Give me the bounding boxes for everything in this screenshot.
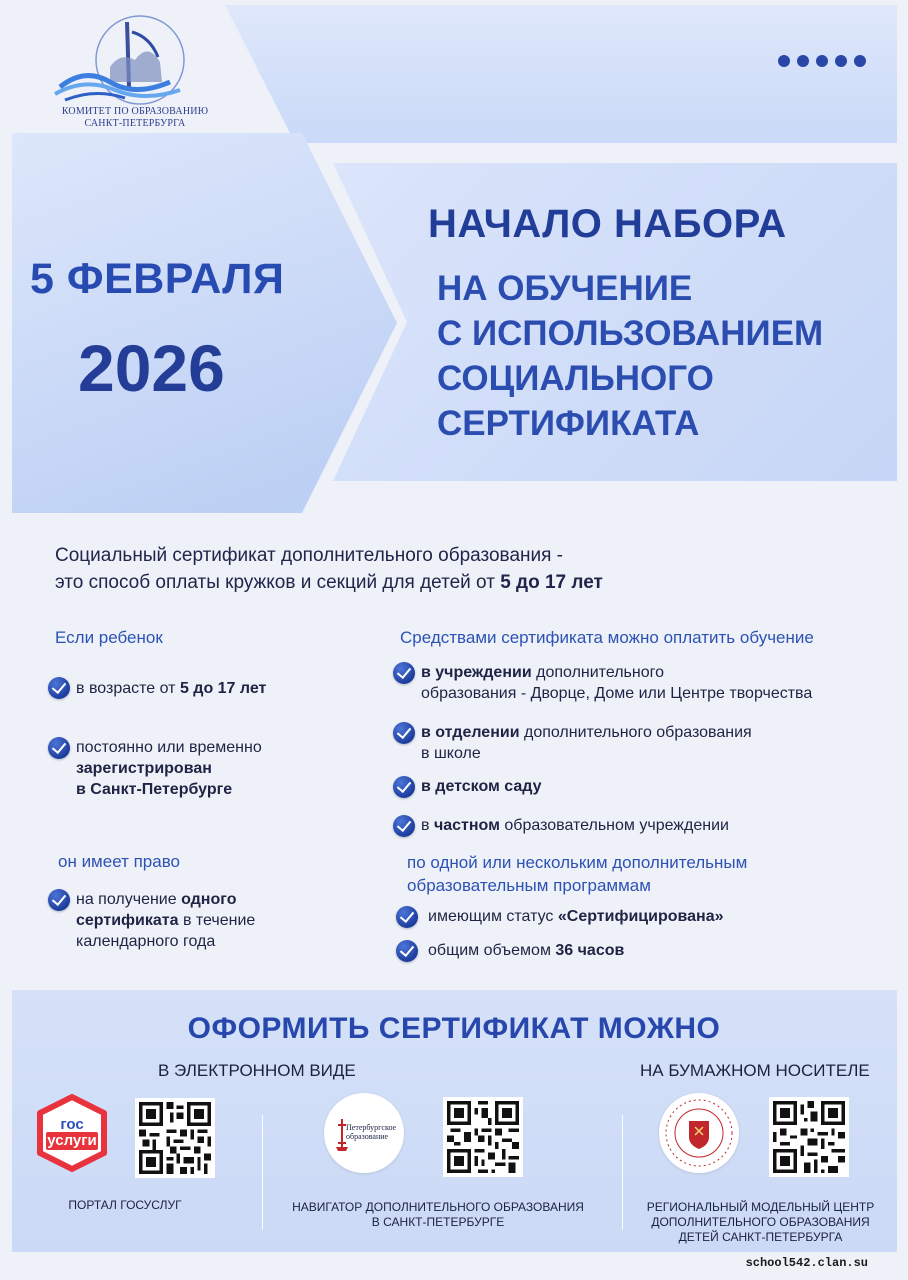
item-text: постоянно или временно: [76, 739, 262, 756]
item-text: дополнительного: [531, 664, 664, 681]
check-icon: [396, 940, 418, 962]
gosuslugi-text-bottom: услуги: [47, 1132, 97, 1149]
list-item: [393, 722, 752, 764]
divider: [622, 1115, 623, 1230]
item-text: общим объемом: [428, 942, 556, 959]
list-item: [393, 815, 729, 837]
dot-icon: [816, 55, 828, 67]
item-text: на получение: [76, 891, 182, 908]
qr-code-navigator[interactable]: [443, 1097, 523, 1177]
intro-line-2: [55, 569, 815, 596]
petersburg-education-text: [346, 1123, 396, 1141]
item-bold: в детском саду: [421, 778, 542, 795]
check-icon: [48, 889, 70, 911]
item-bold: сертификата: [76, 912, 179, 929]
list-item: [48, 889, 255, 952]
item-bold: «Сертифицирована»: [557, 908, 724, 925]
item-bold: частном: [433, 817, 500, 834]
header-band: [225, 5, 897, 143]
item-text: календарного года: [76, 933, 216, 950]
pet-logo-line: Петербургское: [346, 1123, 397, 1132]
list-item: [396, 906, 723, 928]
hero-subtitle-line: СОЦИАЛЬНОГО: [437, 359, 714, 398]
item-text: в возрасте от: [76, 680, 180, 697]
apply-title: ОФОРМИТЬ СЕРТИФИКАТ МОЖНО: [187, 1012, 721, 1045]
qr-code-gosuslugi[interactable]: [135, 1098, 215, 1178]
hero-subtitle-line: НА ОБУЧЕНИЕ: [437, 269, 693, 308]
check-icon: [393, 776, 415, 798]
right-heading-2: [407, 851, 747, 897]
pet-logo-line: образование: [346, 1132, 389, 1141]
item-text: в: [421, 817, 434, 834]
left-heading-2: он имеет право: [58, 852, 181, 871]
committee-logo-text: [60, 106, 210, 130]
paper-heading: НА БУМАЖНОМ НОСИТЕЛЕ: [640, 1061, 870, 1080]
logo-line-1: КОМИТЕТ ПО ОБРАЗОВАНИЮ: [61, 106, 209, 117]
qr-code-icon: [773, 1101, 845, 1173]
qr-code-regional-center[interactable]: [769, 1097, 849, 1177]
right-heading-2-line: образовательным программам: [407, 876, 651, 895]
org-label-line: ДОПОЛНИТЕЛЬНОГО ОБРАЗОВАНИЯ: [651, 1215, 870, 1229]
right-heading-1: Средствами сертификата можно оплатить обучение: [400, 628, 814, 647]
right-heading-2-line: по одной или нескольким дополнительным: [407, 853, 748, 872]
qr-code-icon: [139, 1102, 211, 1174]
item-text: образования - Дворце, Доме или Центре творчества: [421, 685, 813, 702]
gosuslugi-text-top: гос: [60, 1116, 84, 1133]
check-icon: [48, 737, 70, 759]
regional-center-emblem-icon: [659, 1093, 739, 1173]
intro-line-1: Социальный сертификат дополнительного образования -: [55, 545, 564, 566]
item-text: образовательном учреждении: [499, 817, 729, 834]
item-text: дополнительного образования: [519, 724, 752, 741]
item-bold: в Санкт-Петербурге: [76, 781, 233, 798]
org-label-line: НАВИГАТОР ДОПОЛНИТЕЛЬНОГО ОБРАЗОВАНИЯ: [292, 1200, 584, 1214]
gosuslugi-label: [40, 1198, 210, 1213]
hero-subtitle-line: СЕРТИФИКАТА: [437, 404, 700, 443]
org-label-line: ДЕТЕЙ САНКТ-ПЕТЕРБУРГА: [678, 1230, 843, 1244]
start-year: 2026: [78, 331, 225, 405]
item-text: имеющим статус: [428, 908, 558, 925]
hero-subtitle-line: С ИСПОЛЬЗОВАНИЕМ: [437, 314, 824, 353]
hero-title: НАЧАЛО НАБОРА: [428, 202, 787, 246]
item-text: в школе: [421, 745, 481, 762]
watermark: school542.clan.su: [745, 1256, 868, 1270]
divider: [262, 1115, 263, 1230]
date-panel: [12, 133, 397, 513]
list-item: [393, 776, 542, 798]
check-icon: [393, 662, 415, 684]
dot-icon: [797, 55, 809, 67]
item-text: в течение: [178, 912, 256, 929]
list-item: [48, 737, 262, 800]
gosuslugi-logo[interactable]: [32, 1093, 112, 1173]
item-bold: зарегистрирован: [76, 760, 212, 777]
navigator-label: [268, 1200, 608, 1230]
org-label-line: В САНКТ-ПЕТЕРБУРГЕ: [371, 1215, 505, 1229]
qr-code-icon: [447, 1101, 519, 1173]
item-bold: в учреждении: [421, 664, 532, 681]
item-bold: 36 часов: [555, 942, 625, 959]
regional-center-label: [628, 1200, 893, 1245]
dot-icon: [854, 55, 866, 67]
committee-emblem-icon: [40, 12, 220, 107]
org-label-line: РЕГИОНАЛЬНЫЙ МОДЕЛЬНЫЙ ЦЕНТР: [646, 1200, 875, 1214]
check-icon: [393, 722, 415, 744]
hero-subtitle: [437, 266, 887, 446]
regional-center-logo[interactable]: [659, 1093, 739, 1173]
list-item: [393, 662, 812, 704]
list-item: [396, 940, 624, 962]
intro-line-2-text: это способ оплаты кружков и секций для детей от: [55, 572, 501, 593]
dot-icon: [835, 55, 847, 67]
intro-age-range: 5 до 17 лет: [500, 572, 603, 593]
intro-text: [55, 542, 815, 596]
decor-dots: [778, 55, 866, 67]
item-bold: 5 до 17 лет: [179, 680, 267, 697]
item-bold: в отделении: [421, 724, 520, 741]
logo-line-2: САНКТ-ПЕТЕРБУРГА: [84, 118, 186, 129]
list-item: [48, 677, 266, 699]
check-icon: [393, 815, 415, 837]
start-date: 5 ФЕВРАЛЯ: [30, 255, 285, 303]
org-label-line: ПОРТАЛ ГОСУСЛУГ: [68, 1198, 182, 1212]
electronic-heading: В ЭЛЕКТРОННОМ ВИДЕ: [158, 1061, 356, 1080]
left-heading-1: Если ребенок: [55, 628, 163, 647]
check-icon: [48, 677, 70, 699]
dot-icon: [778, 55, 790, 67]
item-bold: одного: [181, 891, 237, 908]
check-icon: [396, 906, 418, 928]
